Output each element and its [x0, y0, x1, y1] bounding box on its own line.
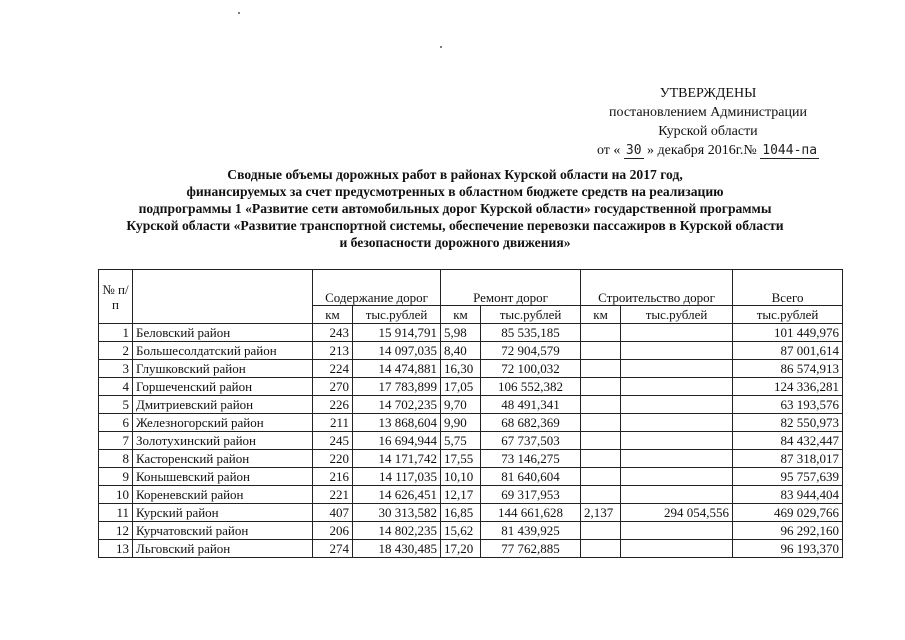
repair-km: 15,62: [441, 522, 481, 540]
maintenance-km: 213: [313, 342, 353, 360]
construction-km: [581, 342, 621, 360]
district-name: Железногорский район: [133, 414, 313, 432]
district-name: Горшеченский район: [133, 378, 313, 396]
table-row: [99, 324, 843, 342]
repair-rub: 72 100,032: [481, 360, 581, 378]
document-title: [90, 166, 820, 251]
repair-rub: 69 317,953: [481, 486, 581, 504]
maintenance-km: 407: [313, 504, 353, 522]
construction-rub: [621, 432, 733, 450]
maintenance-km: 221: [313, 486, 353, 504]
repair-km: 17,05: [441, 378, 481, 396]
construction-rub: [621, 378, 733, 396]
subheader-km: км: [581, 306, 621, 324]
total-rub: 101 449,976: [733, 324, 843, 342]
repair-rub: 85 535,185: [481, 324, 581, 342]
construction-rub: [621, 360, 733, 378]
maintenance-rub: 14 117,035: [353, 468, 441, 486]
row-number: 10: [99, 486, 133, 504]
total-rub: 87 318,017: [733, 450, 843, 468]
repair-km: 17,55: [441, 450, 481, 468]
district-name: Льговский район: [133, 540, 313, 558]
subheader-rub: тыс.рублей: [621, 306, 733, 324]
maintenance-km: 243: [313, 324, 353, 342]
construction-rub: [621, 414, 733, 432]
table-row: [99, 414, 843, 432]
subheader-rub: тыс.рублей: [353, 306, 441, 324]
construction-km: [581, 414, 621, 432]
table-row: [99, 540, 843, 558]
repair-rub: 106 552,382: [481, 378, 581, 396]
title-line-4: Курской области «Развитие транспортной системы, обеспечение перевозки пассажиров в Курской области: [126, 218, 784, 233]
table-row: [99, 432, 843, 450]
repair-km: 5,98: [441, 324, 481, 342]
scan-speck: [238, 12, 240, 14]
row-number: 9: [99, 468, 133, 486]
total-rub: 63 193,576: [733, 396, 843, 414]
construction-km: 2,137: [581, 504, 621, 522]
table-row: [99, 450, 843, 468]
repair-km: 5,75: [441, 432, 481, 450]
row-number: 8: [99, 450, 133, 468]
district-name: Беловский район: [133, 324, 313, 342]
district-name: Дмитриевский район: [133, 396, 313, 414]
maintenance-rub: 14 097,035: [353, 342, 441, 360]
maintenance-km: 206: [313, 522, 353, 540]
district-name: Конышевский район: [133, 468, 313, 486]
row-number: 2: [99, 342, 133, 360]
total-rub: 86 574,913: [733, 360, 843, 378]
district-name: Курский район: [133, 504, 313, 522]
maintenance-km: 226: [313, 396, 353, 414]
subheader-rub: тыс.рублей: [481, 306, 581, 324]
date-day: 30: [625, 143, 642, 158]
header-district: [133, 270, 313, 324]
table-row: [99, 342, 843, 360]
table-row: [99, 468, 843, 486]
repair-rub: 77 762,885: [481, 540, 581, 558]
repair-rub: 72 904,579: [481, 342, 581, 360]
construction-km: [581, 378, 621, 396]
title-line-5: и безопасности дорожного движения»: [339, 235, 571, 250]
approved-region-line: Курской области: [658, 124, 758, 139]
maintenance-rub: 17 783,899: [353, 378, 441, 396]
district-name: Касторенский район: [133, 450, 313, 468]
title-line-2: финансируемых за счет предусмотренных в областном бюджете средств на реализацию: [186, 184, 724, 199]
repair-rub: 73 146,275: [481, 450, 581, 468]
row-number: 12: [99, 522, 133, 540]
row-number: 11: [99, 504, 133, 522]
row-number: 1: [99, 324, 133, 342]
total-rub: 124 336,281: [733, 378, 843, 396]
construction-rub: 294 054,556: [621, 504, 733, 522]
total-rub: 96 193,370: [733, 540, 843, 558]
construction-km: [581, 486, 621, 504]
maintenance-km: 245: [313, 432, 353, 450]
decree-number: 1044-па: [762, 143, 818, 158]
approval-block: [573, 84, 843, 160]
table-row: [99, 378, 843, 396]
maintenance-rub: 14 171,742: [353, 450, 441, 468]
repair-rub: 48 491,341: [481, 396, 581, 414]
row-number: 5: [99, 396, 133, 414]
header-total: Всего: [733, 270, 843, 306]
district-name: Золотухинский район: [133, 432, 313, 450]
district-name: Глушковский район: [133, 360, 313, 378]
subheader-km: км: [313, 306, 353, 324]
total-rub: 469 029,766: [733, 504, 843, 522]
title-line-1: Сводные объемы дорожных работ в районах Курской области на 2017 год,: [227, 167, 683, 182]
total-rub: 83 944,404: [733, 486, 843, 504]
maintenance-rub: 16 694,944: [353, 432, 441, 450]
maintenance-km: 224: [313, 360, 353, 378]
construction-km: [581, 324, 621, 342]
scan-speck: [440, 46, 442, 48]
repair-rub: 144 661,628: [481, 504, 581, 522]
table-row: [99, 522, 843, 540]
table-row: [99, 360, 843, 378]
date-mid: » декабря 2016г.№: [647, 143, 757, 158]
repair-km: 9,70: [441, 396, 481, 414]
construction-rub: [621, 396, 733, 414]
maintenance-rub: 30 313,582: [353, 504, 441, 522]
construction-rub: [621, 468, 733, 486]
maintenance-km: 220: [313, 450, 353, 468]
repair-km: 16,85: [441, 504, 481, 522]
maintenance-rub: 14 802,235: [353, 522, 441, 540]
construction-km: [581, 360, 621, 378]
approval-date-line: [573, 141, 843, 160]
subheader-km: км: [441, 306, 481, 324]
row-number: 7: [99, 432, 133, 450]
maintenance-km: 216: [313, 468, 353, 486]
total-rub: 84 432,447: [733, 432, 843, 450]
maintenance-rub: 14 474,881: [353, 360, 441, 378]
total-rub: 87 001,614: [733, 342, 843, 360]
row-number: 6: [99, 414, 133, 432]
repair-km: 8,40: [441, 342, 481, 360]
row-number: 3: [99, 360, 133, 378]
total-rub: 82 550,973: [733, 414, 843, 432]
construction-rub: [621, 450, 733, 468]
maintenance-km: 270: [313, 378, 353, 396]
construction-km: [581, 432, 621, 450]
total-rub: 96 292,160: [733, 522, 843, 540]
construction-km: [581, 540, 621, 558]
repair-rub: 67 737,503: [481, 432, 581, 450]
row-number: 4: [99, 378, 133, 396]
approved-label: УТВЕРЖДЕНЫ: [659, 86, 757, 101]
district-name: Курчатовский район: [133, 522, 313, 540]
construction-km: [581, 468, 621, 486]
table-row: [99, 396, 843, 414]
approved-by-line: постановлением Администрации: [609, 105, 807, 120]
construction-km: [581, 522, 621, 540]
maintenance-rub: 18 430,485: [353, 540, 441, 558]
header-num: № п/п: [99, 270, 133, 324]
header-construction: Строительство дорог: [581, 270, 733, 306]
repair-km: 12,17: [441, 486, 481, 504]
maintenance-rub: 14 626,451: [353, 486, 441, 504]
table-row: [99, 486, 843, 504]
maintenance-rub: 14 702,235: [353, 396, 441, 414]
header-maintenance: Содержание дорог: [313, 270, 441, 306]
repair-rub: 68 682,369: [481, 414, 581, 432]
construction-km: [581, 396, 621, 414]
repair-km: 10,10: [441, 468, 481, 486]
maintenance-km: 274: [313, 540, 353, 558]
construction-km: [581, 450, 621, 468]
district-name: Кореневский район: [133, 486, 313, 504]
construction-rub: [621, 522, 733, 540]
maintenance-rub: 15 914,791: [353, 324, 441, 342]
repair-rub: 81 640,604: [481, 468, 581, 486]
maintenance-km: 211: [313, 414, 353, 432]
construction-rub: [621, 486, 733, 504]
construction-rub: [621, 342, 733, 360]
row-number: 13: [99, 540, 133, 558]
date-prefix: от «: [596, 143, 621, 158]
repair-km: 16,30: [441, 360, 481, 378]
construction-rub: [621, 324, 733, 342]
construction-rub: [621, 540, 733, 558]
district-name: Большесолдатский район: [133, 342, 313, 360]
repair-km: 9,90: [441, 414, 481, 432]
repair-rub: 81 439,925: [481, 522, 581, 540]
repair-km: 17,20: [441, 540, 481, 558]
header-repair: Ремонт дорог: [441, 270, 581, 306]
table-row: [99, 504, 843, 522]
total-rub: 95 757,639: [733, 468, 843, 486]
maintenance-rub: 13 868,604: [353, 414, 441, 432]
title-line-3: подпрограммы 1 «Развитие сети автомобильных дорог Курской области» государственной программы: [138, 201, 772, 216]
subheader-rub: тыс.рублей: [733, 306, 843, 324]
road-works-table: [98, 269, 843, 558]
